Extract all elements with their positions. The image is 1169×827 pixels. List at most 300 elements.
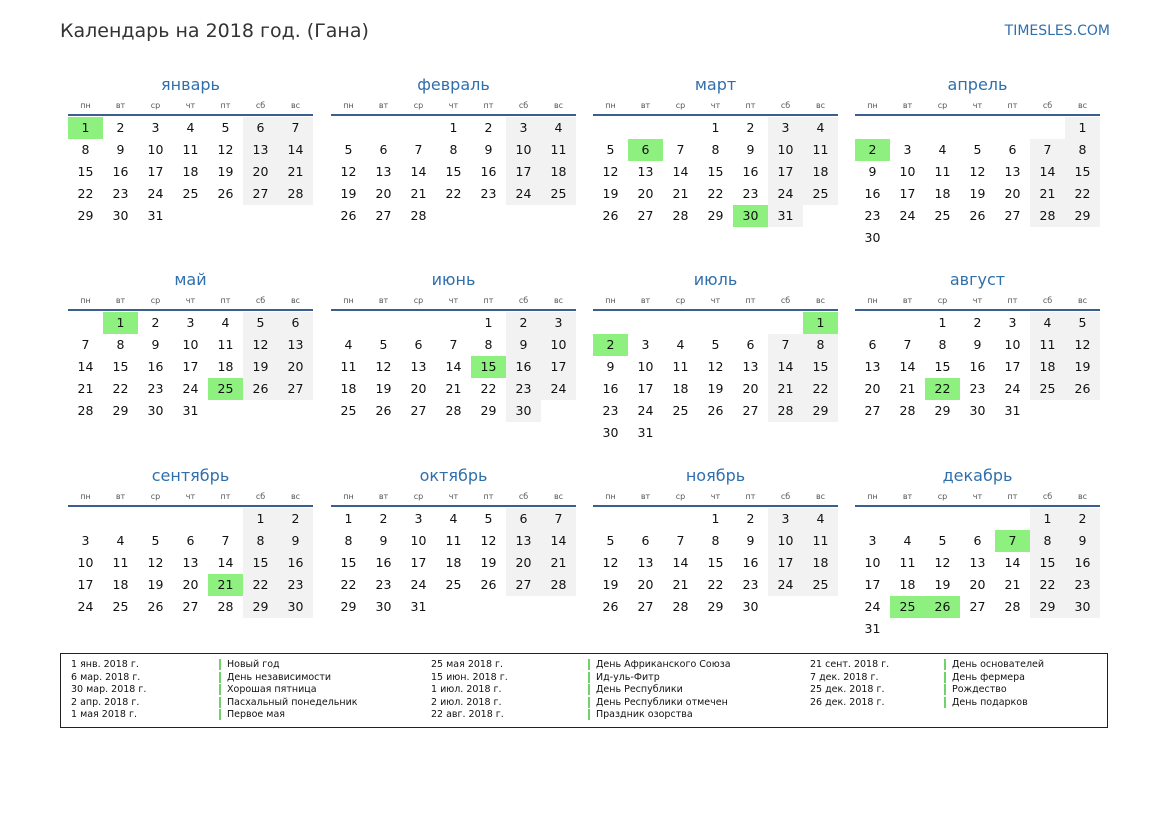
day-cell: 14 <box>278 139 313 161</box>
day-cell: 20 <box>969 577 986 592</box>
day-cell: 7 <box>903 337 912 352</box>
day-cell: 17 <box>1004 359 1021 374</box>
day-cell: 21 <box>77 381 94 396</box>
day-cell: 18 <box>445 555 462 570</box>
weekday-label: пт <box>220 296 231 305</box>
day-cell: 21 <box>1030 183 1065 205</box>
legend-date: 25 мая 2018 г. <box>431 659 504 670</box>
day-cell: 17 <box>864 577 881 592</box>
weekday-label: сб <box>780 492 791 501</box>
empty-cell <box>698 312 733 334</box>
month-name: февраль <box>417 75 490 94</box>
legend-date: 2 июл. 2018 г. <box>431 696 502 708</box>
day-cell: 10 <box>506 139 541 161</box>
holiday-day-cell: 25 <box>208 378 243 400</box>
holiday-day-cell: 1 <box>68 117 103 139</box>
day-cell: 18 <box>803 552 838 574</box>
day-cell: 9 <box>868 164 877 179</box>
day-cell: 24 <box>768 574 803 596</box>
day-cell: 14 <box>1030 161 1065 183</box>
day-cell: 16 <box>375 555 392 570</box>
weekday-header <box>855 98 1100 116</box>
site-link[interactable]: TIMESLES.COM <box>1004 23 1110 39</box>
weekday-label: вт <box>378 296 389 305</box>
empty-cell <box>366 312 401 334</box>
day-cell: 12 <box>602 555 619 570</box>
day-cell: 26 <box>340 208 357 223</box>
day-cell: 5 <box>711 337 720 352</box>
day-cell: 11 <box>803 139 838 161</box>
day-cell: 24 <box>864 599 881 614</box>
day-cell: 24 <box>147 186 164 201</box>
day-cell: 2 <box>973 315 982 330</box>
day-cell: 8 <box>938 337 947 352</box>
day-cell: 13 <box>375 164 392 179</box>
day-cell: 19 <box>602 577 619 592</box>
day-cell: 13 <box>637 555 654 570</box>
month-name: ноябрь <box>685 466 746 485</box>
day-cell: 11 <box>672 359 689 374</box>
weekday-label: ср <box>937 101 948 110</box>
weekday-label: сб <box>255 101 266 110</box>
weekday-label: пт <box>1007 296 1018 305</box>
weekday-label: вт <box>902 101 913 110</box>
day-cell: 20 <box>243 161 278 183</box>
day-cell: 4 <box>116 533 125 548</box>
month-3 <box>593 74 838 227</box>
weekday-label: сб <box>780 101 791 110</box>
day-cell: 7 <box>278 117 313 139</box>
day-cell: 14 <box>899 359 916 374</box>
day-cell: 11 <box>541 139 576 161</box>
weekday-label: пн <box>867 101 878 110</box>
month-1 <box>68 74 313 227</box>
day-cell: 17 <box>147 164 164 179</box>
day-cell: 15 <box>1065 161 1100 183</box>
day-cell: 1 <box>1065 117 1100 139</box>
weekday-label: пт <box>483 492 494 501</box>
weekday-header <box>331 489 576 507</box>
day-cell: 15 <box>803 356 838 378</box>
day-cell: 8 <box>803 334 838 356</box>
day-cell: 11 <box>1030 334 1065 356</box>
day-cell: 15 <box>77 164 94 179</box>
day-cell: 7 <box>768 334 803 356</box>
legend-holiday-name: День Африканского Союза <box>588 659 731 670</box>
day-cell: 25 <box>445 577 462 592</box>
day-cell: 18 <box>112 577 129 592</box>
weekday-label: сб <box>518 492 529 501</box>
weekday-header <box>855 293 1100 311</box>
day-cell: 8 <box>711 533 720 548</box>
month-name: август <box>949 270 1006 289</box>
day-cell: 9 <box>484 142 493 157</box>
day-cell: 6 <box>973 533 982 548</box>
day-cell: 22 <box>707 577 724 592</box>
day-cell: 22 <box>445 186 462 201</box>
holiday-day-cell: 1 <box>803 312 838 334</box>
empty-cell <box>1030 117 1065 139</box>
day-cell: 22 <box>707 186 724 201</box>
day-cell: 12 <box>602 164 619 179</box>
day-cell: 3 <box>81 533 90 548</box>
weekday-label: вс <box>553 101 564 110</box>
day-cell: 20 <box>742 381 759 396</box>
day-cell: 21 <box>278 161 313 183</box>
day-cell: 31 <box>410 599 427 614</box>
day-cell: 19 <box>969 186 986 201</box>
day-cell: 19 <box>340 186 357 201</box>
day-cell: 6 <box>868 337 877 352</box>
day-cell: 27 <box>278 378 313 400</box>
day-cell: 25 <box>672 403 689 418</box>
day-cell: 25 <box>112 599 129 614</box>
day-cell: 13 <box>278 334 313 356</box>
day-cell: 3 <box>186 315 195 330</box>
day-cell: 27 <box>864 403 881 418</box>
day-grid <box>331 312 576 422</box>
weekday-label: пн <box>605 101 616 110</box>
weekday-label: ср <box>413 492 424 501</box>
empty-cell <box>768 312 803 334</box>
day-cell: 25 <box>182 186 199 201</box>
day-cell: 5 <box>1065 312 1100 334</box>
day-cell: 28 <box>541 574 576 596</box>
day-cell: 17 <box>182 359 199 374</box>
legend-date: 21 сент. 2018 г. <box>810 659 890 670</box>
day-cell: 10 <box>77 555 94 570</box>
day-cell: 23 <box>278 574 313 596</box>
day-cell: 5 <box>379 337 388 352</box>
day-cell: 16 <box>602 381 619 396</box>
weekday-label: сб <box>518 101 529 110</box>
day-cell: 13 <box>864 359 881 374</box>
weekday-label: вс <box>1077 101 1088 110</box>
day-cell: 1 <box>484 315 493 330</box>
day-cell: 27 <box>637 208 654 223</box>
day-cell: 16 <box>864 186 881 201</box>
day-cell: 24 <box>410 577 427 592</box>
day-cell: 1 <box>449 120 458 135</box>
weekday-label: чт <box>710 492 721 501</box>
weekday-header <box>68 98 313 116</box>
day-cell: 17 <box>77 577 94 592</box>
day-cell: 5 <box>484 511 493 526</box>
day-cell: 11 <box>182 142 199 157</box>
day-cell: 2 <box>379 511 388 526</box>
day-cell: 10 <box>147 142 164 157</box>
empty-cell <box>628 117 663 139</box>
day-cell: 6 <box>641 533 650 548</box>
day-cell: 5 <box>606 142 615 157</box>
day-cell: 11 <box>340 359 357 374</box>
day-cell: 1 <box>344 511 353 526</box>
empty-cell <box>628 312 663 334</box>
legend-date: 22 авг. 2018 г. <box>431 709 504 720</box>
weekday-label: сб <box>255 296 266 305</box>
day-cell: 23 <box>969 381 986 396</box>
day-cell: 10 <box>541 334 576 356</box>
day-cell: 10 <box>864 555 881 570</box>
day-cell: 3 <box>768 117 803 139</box>
day-grid <box>331 508 576 618</box>
day-cell: 12 <box>1065 334 1100 356</box>
weekday-label: чт <box>185 492 196 501</box>
day-cell: 13 <box>637 164 654 179</box>
day-cell: 16 <box>278 552 313 574</box>
day-cell: 31 <box>768 205 803 227</box>
day-cell: 18 <box>340 381 357 396</box>
month-name: июль <box>693 270 738 289</box>
day-cell: 15 <box>707 555 724 570</box>
weekday-label: чт <box>710 296 721 305</box>
day-cell: 26 <box>243 378 278 400</box>
legend-holiday-name: Ид-уль-Фитр <box>588 672 660 683</box>
weekday-label: чт <box>972 296 983 305</box>
day-cell: 25 <box>803 574 838 596</box>
weekday-label: пн <box>343 492 354 501</box>
day-cell: 9 <box>973 337 982 352</box>
day-cell: 3 <box>868 533 877 548</box>
holiday-day-cell: 7 <box>995 530 1030 552</box>
day-cell: 2 <box>746 511 755 526</box>
day-cell: 4 <box>221 315 230 330</box>
weekday-label: вс <box>290 296 301 305</box>
weekday-label: вт <box>640 492 651 501</box>
holiday-day-cell: 30 <box>733 205 768 227</box>
weekday-label: чт <box>972 101 983 110</box>
weekday-label: пн <box>343 296 354 305</box>
day-grid <box>593 312 838 444</box>
day-cell: 6 <box>278 312 313 334</box>
day-cell: 19 <box>243 356 278 378</box>
day-cell: 26 <box>375 403 392 418</box>
day-cell: 17 <box>410 555 427 570</box>
weekday-label: вт <box>378 492 389 501</box>
day-cell: 18 <box>934 186 951 201</box>
day-cell: 11 <box>899 555 916 570</box>
day-cell: 29 <box>707 599 724 614</box>
day-cell: 17 <box>637 381 654 396</box>
weekday-label: ср <box>937 296 948 305</box>
day-cell: 8 <box>243 530 278 552</box>
weekday-label: пн <box>80 101 91 110</box>
weekday-label: пт <box>1007 492 1018 501</box>
day-cell: 23 <box>375 577 392 592</box>
empty-cell <box>593 117 628 139</box>
day-cell: 24 <box>899 208 916 223</box>
day-cell: 9 <box>379 533 388 548</box>
day-cell: 4 <box>449 511 458 526</box>
weekday-label: вт <box>378 101 389 110</box>
day-cell: 27 <box>969 599 986 614</box>
weekday-label: вт <box>902 296 913 305</box>
day-cell: 9 <box>606 359 615 374</box>
weekday-label: пн <box>80 492 91 501</box>
day-cell: 21 <box>672 186 689 201</box>
legend-holiday-name: Новый год <box>219 659 280 670</box>
weekday-header <box>593 293 838 311</box>
day-cell: 26 <box>602 599 619 614</box>
empty-cell <box>925 508 960 530</box>
day-cell: 13 <box>410 359 427 374</box>
day-cell: 25 <box>1030 378 1065 400</box>
empty-cell <box>593 508 628 530</box>
day-cell: 31 <box>147 208 164 223</box>
day-cell: 7 <box>676 142 685 157</box>
day-cell: 19 <box>934 577 951 592</box>
day-cell: 4 <box>803 117 838 139</box>
day-cell: 21 <box>445 381 462 396</box>
day-cell: 2 <box>1065 508 1100 530</box>
day-cell: 2 <box>746 120 755 135</box>
holiday-day-cell: 6 <box>628 139 663 161</box>
day-cell: 23 <box>1065 574 1100 596</box>
weekday-label: вс <box>815 492 826 501</box>
day-cell: 16 <box>969 359 986 374</box>
empty-cell <box>663 312 698 334</box>
day-cell: 15 <box>707 164 724 179</box>
weekday-label: ср <box>937 492 948 501</box>
legend-date: 7 дек. 2018 г. <box>810 671 879 683</box>
day-cell: 3 <box>641 337 650 352</box>
day-cell: 27 <box>243 183 278 205</box>
day-cell: 11 <box>112 555 129 570</box>
weekday-label: вс <box>815 296 826 305</box>
weekday-label: чт <box>710 101 721 110</box>
holiday-day-cell: 15 <box>471 356 506 378</box>
weekday-label: чт <box>448 101 459 110</box>
day-cell: 3 <box>768 508 803 530</box>
day-cell: 20 <box>182 577 199 592</box>
day-cell: 8 <box>344 533 353 548</box>
day-cell: 6 <box>186 533 195 548</box>
day-cell: 24 <box>506 183 541 205</box>
day-cell: 16 <box>480 164 497 179</box>
day-cell: 28 <box>445 403 462 418</box>
day-cell: 21 <box>768 378 803 400</box>
weekday-header <box>68 489 313 507</box>
month-7 <box>593 269 838 444</box>
empty-cell <box>995 117 1030 139</box>
day-cell: 21 <box>1004 577 1021 592</box>
day-cell: 14 <box>768 356 803 378</box>
weekday-header <box>593 489 838 507</box>
day-cell: 20 <box>506 552 541 574</box>
day-cell: 18 <box>182 164 199 179</box>
day-cell: 16 <box>147 359 164 374</box>
day-cell: 8 <box>711 142 720 157</box>
weekday-label: пн <box>867 296 878 305</box>
legend-holiday-name: День Республики отмечен <box>588 697 728 708</box>
day-cell: 13 <box>742 359 759 374</box>
day-cell: 5 <box>606 533 615 548</box>
day-cell: 17 <box>899 186 916 201</box>
weekday-label: пт <box>745 296 756 305</box>
legend-date: 6 мар. 2018 г. <box>71 671 141 683</box>
legend-date: 30 мар. 2018 г. <box>71 684 147 695</box>
weekday-label: пт <box>1007 101 1018 110</box>
day-cell: 27 <box>375 208 392 223</box>
day-cell: 7 <box>1030 139 1065 161</box>
empty-cell <box>366 117 401 139</box>
day-grid <box>68 312 313 422</box>
day-cell: 11 <box>803 530 838 552</box>
day-cell: 10 <box>637 359 654 374</box>
weekday-label: чт <box>448 296 459 305</box>
day-cell: 15 <box>340 555 357 570</box>
day-cell: 16 <box>112 164 129 179</box>
day-cell: 20 <box>375 186 392 201</box>
day-cell: 26 <box>602 208 619 223</box>
month-9 <box>68 465 313 618</box>
day-cell: 28 <box>410 208 427 223</box>
day-cell: 12 <box>375 359 392 374</box>
weekday-label: сб <box>518 296 529 305</box>
day-cell: 9 <box>746 142 755 157</box>
empty-cell <box>401 312 436 334</box>
legend-holiday-name: День Республики <box>588 684 683 695</box>
day-cell: 15 <box>1030 552 1065 574</box>
month-11 <box>593 465 838 618</box>
weekday-label: вт <box>115 492 126 501</box>
day-cell: 30 <box>375 599 392 614</box>
weekday-label: сб <box>1042 101 1053 110</box>
day-cell: 16 <box>742 555 759 570</box>
empty-cell <box>890 312 925 334</box>
day-cell: 13 <box>1004 164 1021 179</box>
day-cell: 23 <box>602 403 619 418</box>
day-cell: 7 <box>414 142 423 157</box>
day-cell: 20 <box>637 186 654 201</box>
day-cell: 1 <box>711 511 720 526</box>
day-cell: 9 <box>151 337 160 352</box>
day-cell: 19 <box>480 555 497 570</box>
day-cell: 15 <box>243 552 278 574</box>
day-cell: 17 <box>768 552 803 574</box>
day-cell: 25 <box>340 403 357 418</box>
day-cell: 26 <box>1065 378 1100 400</box>
day-cell: 22 <box>803 378 838 400</box>
legend-date: 25 дек. 2018 г. <box>810 684 885 695</box>
empty-cell <box>733 312 768 334</box>
day-cell: 30 <box>278 596 313 618</box>
empty-cell <box>173 508 208 530</box>
day-cell: 26 <box>707 403 724 418</box>
month-name: сентябрь <box>151 466 230 485</box>
day-cell: 27 <box>742 403 759 418</box>
empty-cell <box>890 117 925 139</box>
empty-cell <box>103 508 138 530</box>
weekday-header <box>593 98 838 116</box>
legend-holiday-name: Пасхальный понедельник <box>219 697 358 708</box>
empty-cell <box>628 508 663 530</box>
day-cell: 20 <box>637 577 654 592</box>
legend-holiday-name: Рождество <box>944 684 1007 695</box>
day-cell: 12 <box>217 142 234 157</box>
day-cell: 14 <box>672 164 689 179</box>
empty-cell <box>68 312 103 334</box>
weekday-label: чт <box>185 296 196 305</box>
day-cell: 22 <box>243 574 278 596</box>
day-cell: 12 <box>147 555 164 570</box>
empty-cell <box>593 312 628 334</box>
empty-cell <box>68 508 103 530</box>
day-cell: 15 <box>112 359 129 374</box>
day-cell: 30 <box>112 208 129 223</box>
day-cell: 9 <box>278 530 313 552</box>
day-cell: 20 <box>1004 186 1021 201</box>
